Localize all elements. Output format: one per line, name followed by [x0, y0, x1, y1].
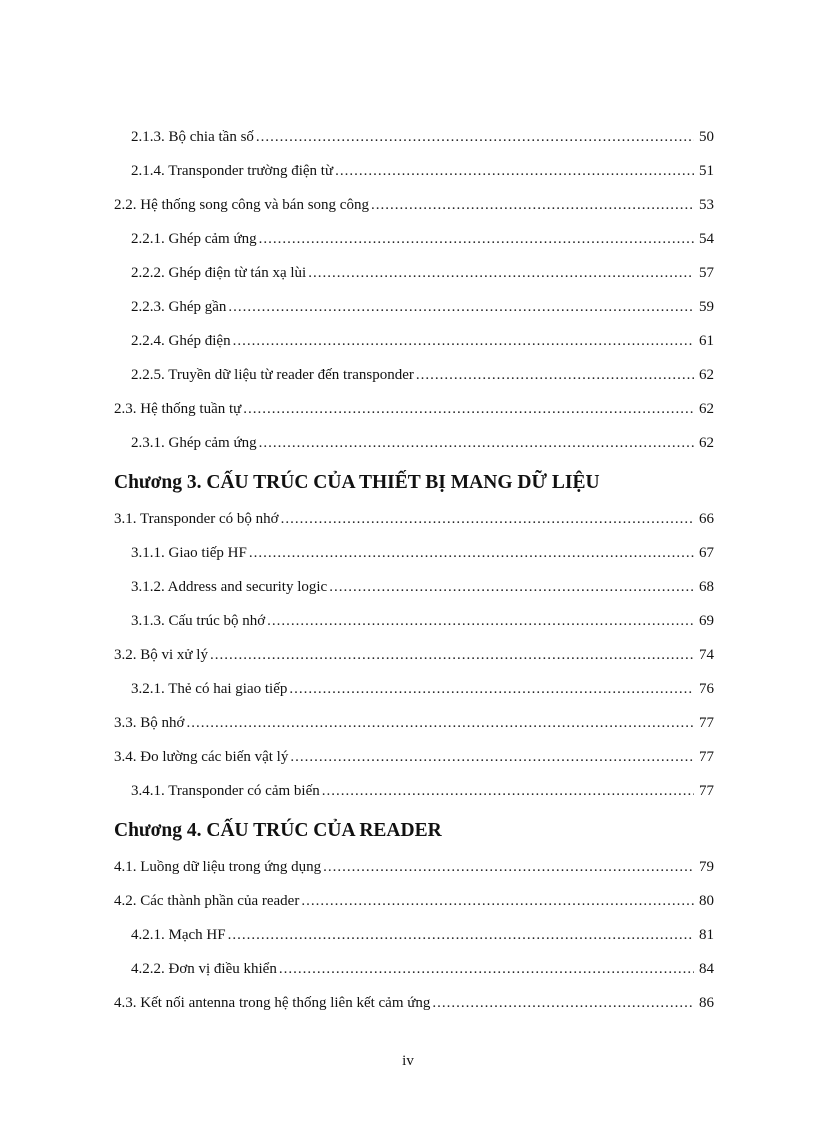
toc-entry-page-number: 57 [699, 265, 714, 281]
toc-subsection-entry [114, 258, 714, 292]
toc-entry-page-number: 68 [699, 579, 714, 595]
toc-subsection-entry [114, 428, 714, 462]
toc-entry-title: 2.2.4. Ghép điện [131, 333, 231, 349]
toc-entry-title: 2.1.4. Transponder trường điện từ [131, 163, 334, 179]
toc-entry-page-number: 66 [699, 511, 714, 527]
toc-entry-title: 2.2.5. Truyền dữ liệu từ reader đến transponder [131, 367, 414, 383]
toc-section-entry [114, 640, 714, 674]
chapter-heading: Chương 4. CẤU TRÚC CỦA READER [114, 820, 442, 841]
dot-leader [249, 542, 694, 564]
toc-subsection-entry [114, 224, 714, 258]
toc-entry-title: 3.4. Đo lường các biến vật lý [114, 749, 289, 765]
toc-subsection-entry [114, 776, 714, 810]
toc-entry-page-number: 59 [699, 299, 714, 315]
dot-leader [335, 160, 694, 182]
toc-entry-title: 4.3. Kết nối antenna trong hệ thống liên kết cảm ứng [114, 995, 431, 1011]
toc-entry-title: 3.4.1. Transponder có cảm biến [131, 783, 320, 799]
table-of-contents [114, 122, 714, 1022]
toc-subsection-entry [114, 538, 714, 572]
toc-subsection-entry [114, 572, 714, 606]
toc-entry-title: 2.2.1. Ghép cảm ứng [131, 231, 257, 247]
toc-subsection-entry [114, 674, 714, 708]
dot-leader [210, 644, 694, 666]
dot-leader [323, 856, 694, 878]
toc-entry-title: 2.1.3. Bộ chia tần số [131, 129, 254, 145]
toc-entry-page-number: 81 [699, 927, 714, 943]
toc-entry-page-number: 62 [699, 367, 714, 383]
dot-leader [281, 508, 694, 530]
toc-entry-title: 4.2.2. Đơn vị điều khiển [131, 961, 277, 977]
toc-entry-page-number: 67 [699, 545, 714, 561]
toc-entry-page-number: 61 [699, 333, 714, 349]
toc-entry-page-number: 77 [699, 715, 714, 731]
toc-entry-title: 2.3. Hệ thống tuần tự [114, 401, 242, 417]
toc-entry-page-number: 62 [699, 401, 714, 417]
dot-leader [228, 296, 694, 318]
dot-leader [267, 610, 694, 632]
dot-leader [322, 780, 694, 802]
toc-entry-page-number: 51 [699, 163, 714, 179]
toc-entry-title: 3.1.3. Cấu trúc bộ nhớ [131, 613, 266, 629]
toc-subsection-entry [114, 954, 714, 988]
toc-entry-page-number: 69 [699, 613, 714, 629]
toc-entry-page-number: 50 [699, 129, 714, 145]
toc-entry-title: 3.1.1. Giao tiếp HF [131, 545, 247, 561]
dot-leader [243, 398, 694, 420]
toc-subsection-entry [114, 122, 714, 156]
toc-section-entry [114, 988, 714, 1022]
toc-entry-title: 2.2. Hệ thống song công và bán song công [114, 197, 369, 213]
toc-subsection-entry [114, 920, 714, 954]
toc-entry-title: 3.2. Bộ vi xử lý [114, 647, 208, 663]
toc-section-entry [114, 394, 714, 428]
toc-entry-page-number: 77 [699, 749, 714, 765]
toc-subsection-entry [114, 292, 714, 326]
dot-leader [186, 712, 694, 734]
toc-entry-title: 4.1. Luồng dữ liệu trong ứng dụng [114, 859, 322, 875]
toc-section-entry [114, 190, 714, 224]
toc-entry-title: 3.1.2. Address and security logic [131, 579, 328, 595]
toc-entry-page-number: 74 [699, 647, 714, 663]
toc-subsection-entry [114, 326, 714, 360]
chapter-heading: Chương 3. CẤU TRÚC CỦA THIẾT BỊ MANG DỮ LIỆU [114, 472, 600, 493]
dot-leader [256, 126, 694, 148]
dot-leader [432, 992, 694, 1014]
dot-leader [259, 228, 694, 250]
toc-entry-title: 4.2.1. Mạch HF [131, 927, 226, 943]
toc-subsection-entry [114, 360, 714, 394]
toc-section-entry [114, 708, 714, 742]
toc-entry-title: 4.2. Các thành phần của reader [114, 893, 300, 909]
dot-leader [371, 194, 694, 216]
dot-leader [416, 364, 694, 386]
toc-section-entry [114, 742, 714, 776]
dot-leader [228, 924, 694, 946]
toc-entry-page-number: 86 [699, 995, 714, 1011]
toc-subsection-entry [114, 606, 714, 640]
toc-entry-title: 3.1. Transponder có bộ nhớ [114, 511, 279, 527]
dot-leader [308, 262, 694, 284]
toc-subsection-entry [114, 156, 714, 190]
toc-entry-page-number: 80 [699, 893, 714, 909]
toc-entry-title: 2.2.3. Ghép gần [131, 299, 227, 315]
dot-leader [259, 432, 694, 454]
dot-leader [290, 746, 694, 768]
dot-leader [329, 576, 694, 598]
toc-entry-title: 3.2.1. Thẻ có hai giao tiếp [131, 681, 288, 697]
toc-entry-title: 2.2.2. Ghép điện từ tán xạ lùi [131, 265, 307, 281]
page-number: iv [402, 1053, 414, 1069]
toc-entry-title: 2.3.1. Ghép cảm ứng [131, 435, 257, 451]
dot-leader [289, 678, 694, 700]
toc-entry-page-number: 77 [699, 783, 714, 799]
toc-section-entry [114, 852, 714, 886]
toc-entry-page-number: 76 [699, 681, 714, 697]
toc-section-entry [114, 504, 714, 538]
dot-leader [279, 958, 694, 980]
toc-section-entry [114, 886, 714, 920]
toc-entry-page-number: 62 [699, 435, 714, 451]
dot-leader [301, 890, 694, 912]
toc-entry-page-number: 79 [699, 859, 714, 875]
toc-entry-page-number: 53 [699, 197, 714, 213]
toc-entry-title: 3.3. Bộ nhớ [114, 715, 185, 731]
toc-entry-page-number: 84 [699, 961, 714, 977]
toc-entry-page-number: 54 [699, 231, 714, 247]
dot-leader [233, 330, 694, 352]
